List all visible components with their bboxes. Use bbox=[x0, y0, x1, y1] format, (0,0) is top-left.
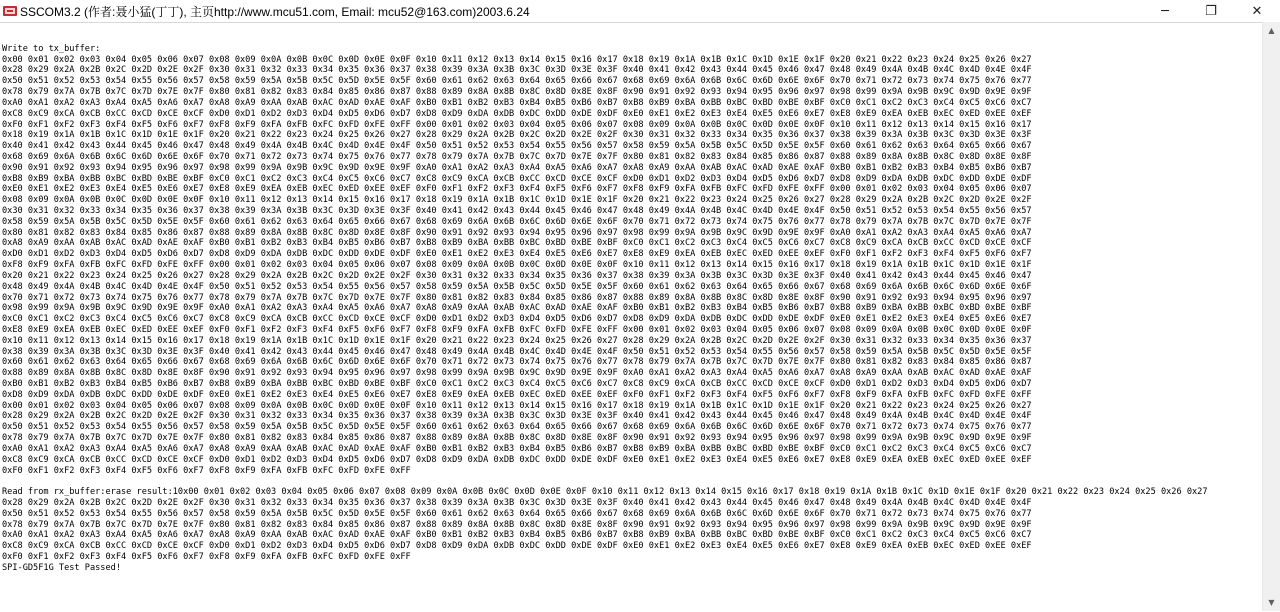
minimize-icon: ─ bbox=[1161, 3, 1169, 19]
title-bar bbox=[0, 0, 1280, 22]
maximize-icon: ❐ bbox=[1205, 3, 1217, 19]
serial-output-text[interactable]: Write to tx_buffer: 0x00 0x01 0x02 0x03 0x04 0x05 0x06 0x07 0x08 0x09 0x0A 0x0B 0x0C 0x0D 0x0E 0x0F 0x10 0x11 0x12 0x13 0x14 0x15 0x16 0x17 0x18 0x19 0x1A 0x1B 0x1C 0x1D 0x1E 0x1F 0x20 0x21 0x22 0x23 0x24 0x25 0x26 0x27 0x28 0x29 0x2A 0x2B 0x2C 0x2D 0x2E 0x2F 0x30 0x31 0x32 0x33 0x34 0x35 0x36 0x37 0x38 0x39 0x3A 0x3B 0x3C 0x3D 0x3E 0x3F 0x40 0x41 0x42 0x43 0x44 0x45 0x46 0x47 0x48 0x49 0x4A 0x4B 0x4C 0x4D 0x4E 0x4F 0x50 0x51 0x52 0x53 0x54 0x55 0x56 0x57 0x58 0x59 0x5A 0x5B 0x5C 0x5D 0x5E 0x5F 0x60 0x61 0x62 0x63 0x64 0x65 0x66 0x67 0x68 0x69 0x6A 0x6B 0x6C 0x6D 0x6E 0x6F 0x70 0x71 0x72 0x73 0x74 0x75 0x76 0x77 0x78 0x79 0x7A 0x7B 0x7C 0x7D 0x7E 0x7F 0x80 0x81 0x82 0x83 0x84 0x85 0x86 0x87 0x88 0x89 0x8A 0x8B 0x8C 0x8D 0x8E 0x8F 0x90 0x91 0x92 0x93 0x94 0x95 0x96 0x97 0x98 0x99 0x9A 0x9B 0x9C 0x9D 0x9E 0x9F 0xA0 0xA1 0xA2 0xA3 0xA4 0xA5 0xA6 0xA7 0xA8 0xA9 0xAA 0xAB 0xAC 0xAD 0xAE 0xAF 0xB0 0xB1 0xB2 0xB3 0xB4 0xB5 0xB6 0xB7 0xB8 0xB9 0xBA 0xBB 0xBC 0xBD 0xBE 0xBF 0xC0 0xC1 0xC2 0xC3 0xC4 0xC5 0xC6 0xC7 0xC8 0xC9 0xCA 0xCB 0xCC 0xCD 0xCE 0xCF 0xD0 0xD1 0xD2 0xD3 0xD4 0xD5 0xD6 0xD7 0xD8 0xD9 0xDA 0xDB 0xDC 0xDD 0xDE 0xDF 0xE0 0xE1 0xE2 0xE3 0xE4 0xE5 0xE6 0xE7 0xE8 0xE9 0xEA 0xEB 0xEC 0xED 0xEE 0xEF 0xF0 0xF1 0xF2 0xF3 0xF4 0xF5 0xF6 0xF7 0xF8 0xF9 0xFA 0xFB 0xFC 0xFD 0xFE 0xFF 0x00 0x01 0x02 0x03 0x04 0x05 0x06 0x07 0x08 0x09 0x0A 0x0B 0x0C 0x0D 0x0E 0x0F 0x10 0x11 0x12 0x13 0x14 0x15 0x16 0x17 0x18 0x19 0x1A 0x1B 0x1C 0x1D 0x1E 0x1F 0x20 0x21 0x22 0x23 0x24 0x25 0x26 0x27 0x28 0x29 0x2A 0x2B 0x2C 0x2D 0x2E 0x2F 0x30 0x31 0x32 0x33 0x34 0x35 0x36 0x37 0x38 0x39 0x3A 0x3B 0x3C 0x3D 0x3E 0x3F 0x40 0x41 0x42 0x43 0x44 0x45 0x46 0x47 0x48 0x49 0x4A 0x4B 0x4C 0x4D 0x4E 0x4F 0x50 0x51 0x52 0x53 0x54 0x55 0x56 0x57 0x58 0x59 0x5A 0x5B 0x5C 0x5D 0x5E 0x5F 0x60 0x61 0x62 0x63 0x64 0x65 0x66 0x67 0x68 0x69 0x6A 0x6B 0x6C 0x6D 0x6E 0x6F 0x70 0x71 0x72 0x73 0x74 0x75 0x76 0x77 0x78 0x79 0x7A 0x7B 0x7C 0x7D 0x7E 0x7F 0x80 0x81 0x82 0x83 0x84 0x85 0x86 0x87 0x88 0x89 0x8A 0x8B 0x8C 0x8D 0x8E 0x8F 0x90 0x91 0x92 0x93 0x94 0x95 0x96 0x97 0x98 0x99 0x9A 0x9B 0x9C 0x9D 0x9E 0x9F 0xA0 0xA1 0xA2 0xA3 0xA4 0xA5 0xA6 0xA7 0xA8 0xA9 0xAA 0xAB 0xAC 0xAD 0xAE 0xAF 0xB0 0xB1 0xB2 0xB3 0xB4 0xB5 0xB6 0xB7 0xB8 0xB9 0xBA 0xBB 0xBC 0xBD 0xBE 0xBF 0xC0 0xC1 0xC2 0xC3 0xC4 0xC5 0xC6 0xC7 0xC8 0xC9 0xCA 0xCB 0xCC 0xCD 0xCE 0xCF 0xD0 0xD1 0xD2 0xD3 0xD4 0xD5 0xD6 0xD7 0xD8 0xD9 0xDA 0xDB 0xDC 0xDD 0xDE 0xDF 0xE0 0xE1 0xE2 0xE3 0xE4 0xE5 0xE6 0xE7 0xE8 0xE9 0xEA 0xEB 0xEC 0xED 0xEE 0xEF 0xF0 0xF1 0xF2 0xF3 0xF4 0xF5 0xF6 0xF7 0xF8 0xF9 0xFA 0xFB 0xFC 0xFD 0xFE 0xFF 0x00 0x01 0x02 0x03 0x04 0x05 0x06 0x07 0x08 0x09 0x0A 0x0B 0x0C 0x0D 0x0E 0x0F 0x10 0x11 0x12 0x13 0x14 0x15 0x16 0x17 0x18 0x19 0x1A 0x1B 0x1C 0x1D 0x1E 0x1F 0x20 0x21 0x22 0x23 0x24 0x25 0x26 0x27 0x28 0x29 0x2A 0x2B 0x2C 0x2D 0x2E 0x2F 0x30 0x31 0x32 0x33 0x34 0x35 0x36 0x37 0x38 0x39 0x3A 0x3B 0x3C 0x3D 0x3E 0x3F 0x40 0x41 0x42 0x43 0x44 0x45 0x46 0x47 0x48 0x49 0x4A 0x4B 0x4C 0x4D 0x4E 0x4F 0x50 0x51 0x52 0x53 0x54 0x55 0x56 0x57 0x58 0x59 0x5A 0x5B 0x5C 0x5D 0x5E 0x5F 0x60 0x61 0x62 0x63 0x64 0x65 0x66 0x67 0x68 0x69 0x6A 0x6B 0x6C 0x6D 0x6E 0x6F 0x70 0x71 0x72 0x73 0x74 0x75 0x76 0x77 0x78 0x79 0x7A 0x7B 0x7C 0x7D 0x7E 0x7F 0x80 0x81 0x82 0x83 0x84 0x85 0x86 0x87 0x88 0x89 0x8A 0x8B 0x8C 0x8D 0x8E 0x8F 0x90 0x91 0x92 0x93 0x94 0x95 0x96 0x97 0x98 0x99 0x9A 0x9B 0x9C 0x9D 0x9E 0x9F 0xA0 0xA1 0xA2 0xA3 0xA4 0xA5 0xA6 0xA7 0xA8 0xA9 0xAA 0xAB 0xAC 0xAD 0xAE 0xAF 0xB0 0xB1 0xB2 0xB3 0xB4 0xB5 0xB6 0xB7 0xB8 0xB9 0xBA 0xBB 0xBC 0xBD 0xBE 0xBF 0xC0 0xC1 0xC2 0xC3 0xC4 0xC5 0xC6 0xC7 0xC8 0xC9 0xCA 0xCB 0xCC 0xCD 0xCE 0xCF 0xD0 0xD1 0xD2 0xD3 0xD4 0xD5 0xD6 0xD7 0xD8 0xD9 0xDA 0xDB 0xDC 0xDD 0xDE 0xDF 0xE0 0xE1 0xE2 0xE3 0xE4 0xE5 0xE6 0xE7 0xE8 0xE9 0xEA 0xEB 0xEC 0xED 0xEE 0xEF 0xF0 0xF1 0xF2 0xF3 0xF4 0xF5 0xF6 0xF7 0xF8 0xF9 0xFA 0xFB 0xFC 0xFD 0xFE 0xFF 0x00 0x01 0x02 0x03 0x04 0x05 0x06 0x07 0x08 0x09 0x0A 0x0B 0x0C 0x0D 0x0E 0x0F 0x10 0x11 0x12 0x13 0x14 0x15 0x16 0x17 0x18 0x19 0x1A 0x1B 0x1C 0x1D 0x1E 0x1F 0x20 0x21 0x22 0x23 0x24 0x25 0x26 0x27 0x28 0x29 0x2A 0x2B 0x2C 0x2D 0x2E 0x2F 0x30 0x31 0x32 0x33 0x34 0x35 0x36 0x37 0x38 0x39 0x3A 0x3B 0x3C 0x3D 0x3E 0x3F 0x40 0x41 0x42 0x43 0x44 0x45 0x46 0x47 0x48 0x49 0x4A 0x4B 0x4C 0x4D 0x4E 0x4F 0x50 0x51 0x52 0x53 0x54 0x55 0x56 0x57 0x58 0x59 0x5A 0x5B 0x5C 0x5D 0x5E 0x5F 0x60 0x61 0x62 0x63 0x64 0x65 0x66 0x67 0x68 0x69 0x6A 0x6B 0x6C 0x6D 0x6E 0x6F 0x70 0x71 0x72 0x73 0x74 0x75 0x76 0x77 0x78 0x79 0x7A 0x7B 0x7C 0x7D 0x7E 0x7F 0x80 0x81 0x82 0x83 0x84 0x85 0x86 0x87 0x88 0x89 0x8A 0x8B 0x8C 0x8D 0x8E 0x8F 0x90 0x91 0x92 0x93 0x94 0x95 0x96 0x97 0x98 0x99 0x9A 0x9B 0x9C 0x9D 0x9E 0x9F 0xA0 0xA1 0xA2 0xA3 0xA4 0xA5 0xA6 0xA7 0xA8 0xA9 0xAA 0xAB 0xAC 0xAD 0xAE 0xAF 0xB0 0xB1 0xB2 0xB3 0xB4 0xB5 0xB6 0xB7 0xB8 0xB9 0xBA 0xBB 0xBC 0xBD 0xBE 0xBF 0xC0 0xC1 0xC2 0xC3 0xC4 0xC5 0xC6 0xC7 0xC8 0xC9 0xCA 0xCB 0xCC 0xCD 0xCE 0xCF 0xD0 0xD1 0xD2 0xD3 0xD4 0xD5 0xD6 0xD7 0xD8 0xD9 0xDA 0xDB 0xDC 0xDD 0xDE 0xDF 0xE0 0xE1 0xE2 0xE3 0xE4 0xE5 0xE6 0xE7 0xE8 0xE9 0xEA 0xEB 0xEC 0xED 0xEE 0xEF 0xF0 0xF1 0xF2 0xF3 0xF4 0xF5 0xF6 0xF7 0xF8 0xF9 0xFA 0xFB 0xFC 0xFD 0xFE 0xFF 0x00 0x01 0x02 0x03 0x04 0x05 0x06 0x07 0x08 0x09 0x0A 0x0B 0x0C 0x0D 0x0E 0x0F 0x10 0x11 0x12 0x13 0x14 0x15 0x16 0x17 0x18 0x19 0x1A 0x1B 0x1C 0x1D 0x1E 0x1F 0x20 0x21 0x22 0x23 0x24 0x25 0x26 0x27 0x28 0x29 0x2A 0x2B 0x2C 0x2D 0x2E 0x2F 0x30 0x31 0x32 0x33 0x34 0x35 0x36 0x37 0x38 0x39 0x3A 0x3B 0x3C 0x3D 0x3E 0x3F 0x40 0x41 0x42 0x43 0x44 0x45 0x46 0x47 0x48 0x49 0x4A 0x4B 0x4C 0x4D 0x4E 0x4F 0x50 0x51 0x52 0x53 0x54 0x55 0x56 0x57 0x58 0x59 0x5A 0x5B 0x5C 0x5D 0x5E 0x5F 0x60 0x61 0x62 0x63 0x64 0x65 0x66 0x67 0x68 0x69 0x6A 0x6B 0x6C 0x6D 0x6E 0x6F 0x70 0x71 0x72 0x73 0x74 0x75 0x76 0x77 0x78 0x79 0x7A 0x7B 0x7C 0x7D 0x7E 0x7F 0x80 0x81 0x82 0x83 0x84 0x85 0x86 0x87 0x88 0x89 0x8A 0x8B 0x8C 0x8D 0x8E 0x8F 0x90 0x91 0x92 0x93 0x94 0x95 0x96 0x97 0x98 0x99 0x9A 0x9B 0x9C 0x9D 0x9E 0x9F 0xA0 0xA1 0xA2 0xA3 0xA4 0xA5 0xA6 0xA7 0xA8 0xA9 0xAA 0xAB 0xAC 0xAD 0xAE 0xAF 0xB0 0xB1 0xB2 0xB3 0xB4 0xB5 0xB6 0xB7 0xB8 0xB9 0xBA 0xBB 0xBC 0xBD 0xBE 0xBF 0xC0 0xC1 0xC2 0xC3 0xC4 0xC5 0xC6 0xC7 0xC8 0xC9 0xCA 0xCB 0xCC 0xCD 0xCE 0xCF 0xD0 0xD1 0xD2 0xD3 0xD4 0xD5 0xD6 0xD7 0xD8 0xD9 0xDA 0xDB 0xDC 0xDD 0xDE 0xDF 0xE0 0xE1 0xE2 0xE3 0xE4 0xE5 0xE6 0xE7 0xE8 0xE9 0xEA 0xEB 0xEC 0xED 0xEE 0xEF 0xF0 0xF1 0xF2 0xF3 0xF4 0xF5 0xF6 0xF7 0xF8 0xF9 0xFA 0xFB 0xFC 0xFD 0xFE 0xFF 0x00 0x01 0x02 0x03 0x04 0x05 0x06 0x07 0x08 0x09 0x0A 0x0B 0x0C 0x0D 0x0E 0x0F 0x10 0x11 0x12 0x13 0x14 0x15 0x16 0x17 0x18 0x19 0x1A 0x1B 0x1C 0x1D 0x1E 0x1F 0x20 0x21 0x22 0x23 0x24 0x25 0x26 0x27 0x28 0x29 0x2A 0x2B 0x2C 0x2D 0x2E 0x2F 0x30 0x31 0x32 0x33 0x34 0x35 0x36 0x37 0x38 0x39 0x3A 0x3B 0x3C 0x3D 0x3E 0x3F 0x40 0x41 0x42 0x43 0x44 0x45 0x46 0x47 0x48 0x49 0x4A 0x4B 0x4C 0x4D 0x4E 0x4F 0x50 0x51 0x52 0x53 0x54 0x55 0x56 0x57 0x58 0x59 0x5A 0x5B 0x5C 0x5D 0x5E 0x5F 0x60 0x61 0x62 0x63 0x64 0x65 0x66 0x67 0x68 0x69 0x6A 0x6B 0x6C 0x6D 0x6E 0x6F 0x70 0x71 0x72 0x73 0x74 0x75 0x76 0x77 0x78 0x79 0x7A 0x7B 0x7C 0x7D 0x7E 0x7F 0x80 0x81 0x82 0x83 0x84 0x85 0x86 0x87 0x88 0x89 0x8A 0x8B 0x8C 0x8D 0x8E 0x8F 0x90 0x91 0x92 0x93 0x94 0x95 0x96 0x97 0x98 0x99 0x9A 0x9B 0x9C 0x9D 0x9E 0x9F 0xA0 0xA1 0xA2 0xA3 0xA4 0xA5 0xA6 0xA7 0xA8 0xA9 0xAA 0xAB 0xAC 0xAD 0xAE 0xAF 0xB0 0xB1 0xB2 0xB3 0xB4 0xB5 0xB6 0xB7 0xB8 0xB9 0xBA 0xBB 0xBC 0xBD 0xBE 0xBF 0xC0 0xC1 0xC2 0xC3 0xC4 0xC5 0xC6 0xC7 0xC8 0xC9 0xCA 0xCB 0xCC 0xCD 0xCE 0xCF 0xD0 0xD1 0xD2 0xD3 0xD4 0xD5 0xD6 0xD7 0xD8 0xD9 0xDA 0xDB 0xDC 0xDD 0xDE 0xDF 0xE0 0xE1 0xE2 0xE3 0xE4 0xE5 0xE6 0xE7 0xE8 0xE9 0xEA 0xEB 0xEC 0xED 0xEE 0xEF 0xF0 0xF1 0xF2 0xF3 0xF4 0xF5 0xF6 0xF7 0xF8 0xF9 0xFA 0xFB 0xFC 0xFD 0xFE 0xFF Read from rx_buffer:erase result:10x00 0x01 0x02 0x03 0x04 0x05 0x06 0x07 0x08 0x09 0x0A 0x0B 0x0C 0x0D 0x0E 0x0F 0x10 0x11 0x12 0x13 0x14 0x15 0x16 0x17 0x18 0x19 0x1A 0x1B 0x1C 0x1D 0x1E 0x1F 0x20 0x21 0x22 0x23 0x24 0x25 0x26 0x27 0x28 0x29 0x2A 0x2B 0x2C 0x2D 0x2E 0x2F 0x30 0x31 0x32 0x33 0x34 0x35 0x36 0x37 0x38 0x39 0x3A 0x3B 0x3C 0x3D 0x3E 0x3F 0x40 0x41 0x42 0x43 0x44 0x45 0x46 0x47 0x48 0x49 0x4A 0x4B 0x4C 0x4D 0x4E 0x4F 0x50 0x51 0x52 0x53 0x54 0x55 0x56 0x57 0x58 0x59 0x5A 0x5B 0x5C 0x5D 0x5E 0x5F 0x60 0x61 0x62 0x63 0x64 0x65 0x66 0x67 0x68 0x69 0x6A 0x6B 0x6C 0x6D 0x6E 0x6F 0x70 0x71 0x72 0x73 0x74 0x75 0x76 0x77 0x78 0x79 0x7A 0x7B 0x7C 0x7D 0x7E 0x7F 0x80 0x81 0x82 0x83 0x84 0x85 0x86 0x87 0x88 0x89 0x8A 0x8B 0x8C 0x8D 0x8E 0x8F 0x90 0x91 0x92 0x93 0x94 0x95 0x96 0x97 0x98 0x99 0x9A 0x9B 0x9C 0x9D 0x9E 0x9F 0xA0 0xA1 0xA2 0xA3 0xA4 0xA5 0xA6 0xA7 0xA8 0xA9 0xAA 0xAB 0xAC 0xAD 0xAE 0xAF 0xB0 0xB1 0xB2 0xB3 0xB4 0xB5 0xB6 0xB7 0xB8 0xB9 0xBA 0xBB 0xBC 0xBD 0xBE 0xBF 0xC0 0xC1 0xC2 0xC3 0xC4 0xC5 0xC6 0xC7 0xC8 0xC9 0xCA 0xCB 0xCC 0xCD 0xCE 0xCF 0xD0 0xD1 0xD2 0xD3 0xD4 0xD5 0xD6 0xD7 0xD8 0xD9 0xDA 0xDB 0xDC 0xDD 0xDE 0xDF 0xE0 0xE1 0xE2 0xE3 0xE4 0xE5 0xE6 0xE7 0xE8 0xE9 0xEA 0xEB 0xEC 0xED 0xEE 0xEF 0xF0 0xF1 0xF2 0xF3 0xF4 0xF5 0xF6 0xF7 0xF8 0xF9 0xFA 0xFB 0xFC 0xFD 0xFE 0xFF SPI-GD5F1G Test Passed! bbox=[2, 43, 1208, 573]
receive-area[interactable] bbox=[0, 22, 1280, 612]
close-icon: ✕ bbox=[1251, 3, 1263, 19]
scroll-up-icon[interactable]: ▲ bbox=[1268, 26, 1275, 35]
maximize-button[interactable] bbox=[1188, 0, 1234, 22]
vertical-scrollbar[interactable] bbox=[1262, 22, 1280, 611]
app-icon bbox=[2, 3, 18, 19]
scroll-down-icon[interactable]: ▼ bbox=[1268, 598, 1275, 607]
close-button[interactable] bbox=[1234, 0, 1280, 22]
window-controls bbox=[1142, 0, 1280, 22]
window-title: SSCOM3.2 (作者:聂小猛(丁丁), 主页http://www.mcu51.com, Email: mcu52@163.com)2003.6.24 bbox=[20, 4, 530, 19]
minimize-button[interactable] bbox=[1142, 0, 1188, 22]
